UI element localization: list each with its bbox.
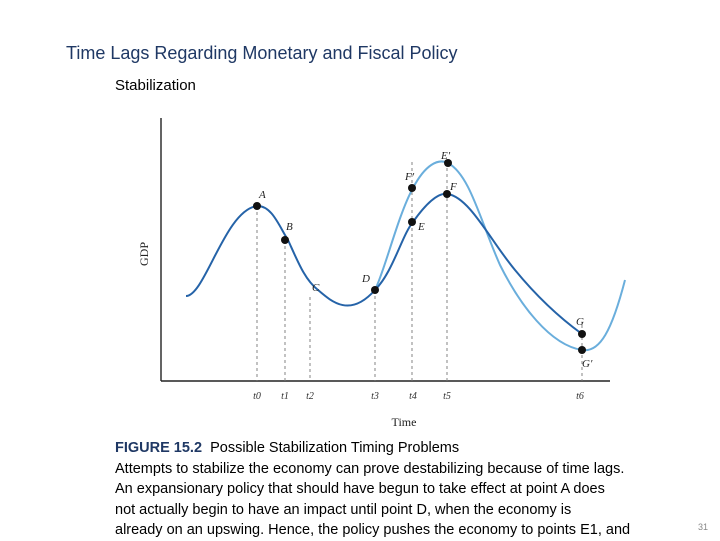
tick-label-t3: t3 [371,391,379,402]
point-d [371,286,379,294]
tick-label-t2: t2 [306,391,314,402]
point-g [578,330,586,338]
slide-subtitle: Stabilization [115,77,196,94]
tick-label-t1: t1 [281,391,289,402]
figure-caption [115,437,715,541]
label-point-d: D [362,273,370,285]
label-point-f-prime: F′ [405,171,415,183]
point-g-prime [578,346,586,354]
tick-label-t4: t4 [409,391,417,402]
label-point-c: C [312,282,320,294]
caption-line-3: not actually begin to have an impact until point D, when the economy is [115,501,572,518]
label-point-e: E [418,221,425,233]
label-point-a: A [259,189,266,201]
x-axis-label: Time [391,415,417,429]
tick-label-t0: t0 [253,391,261,402]
point-f-prime [408,184,416,192]
tick-label-t5: t5 [443,391,451,402]
page-number: 31 [697,522,708,532]
caption-line-2: An expansionary policy that should have begun to take effect at point A does [115,481,605,497]
label-point-e-prime: E′ [441,150,451,162]
figure-title: Possible Stabilization Timing Problems [210,440,460,456]
label-point-g-prime: G′ [582,358,593,370]
point-a [253,202,261,210]
point-b [281,236,289,244]
point-e [408,218,416,226]
label-point-f: F [450,181,457,193]
tick-label-t6: t6 [576,391,584,402]
figure-label: FIGURE 15.2 [115,440,203,456]
y-axis-label: GDP [137,241,151,267]
caption-line-4: already on an upswing. Hence, the policy pushes the economy to points E1, and [115,522,631,538]
slide-title: Time Lags Regarding Monetary and Fiscal Policy [66,43,458,63]
label-point-g: G [576,316,584,328]
caption-line-1: Attempts to stabilize the economy can prove destabilizing because of time lags. [115,460,625,477]
label-point-b: B [286,221,293,233]
